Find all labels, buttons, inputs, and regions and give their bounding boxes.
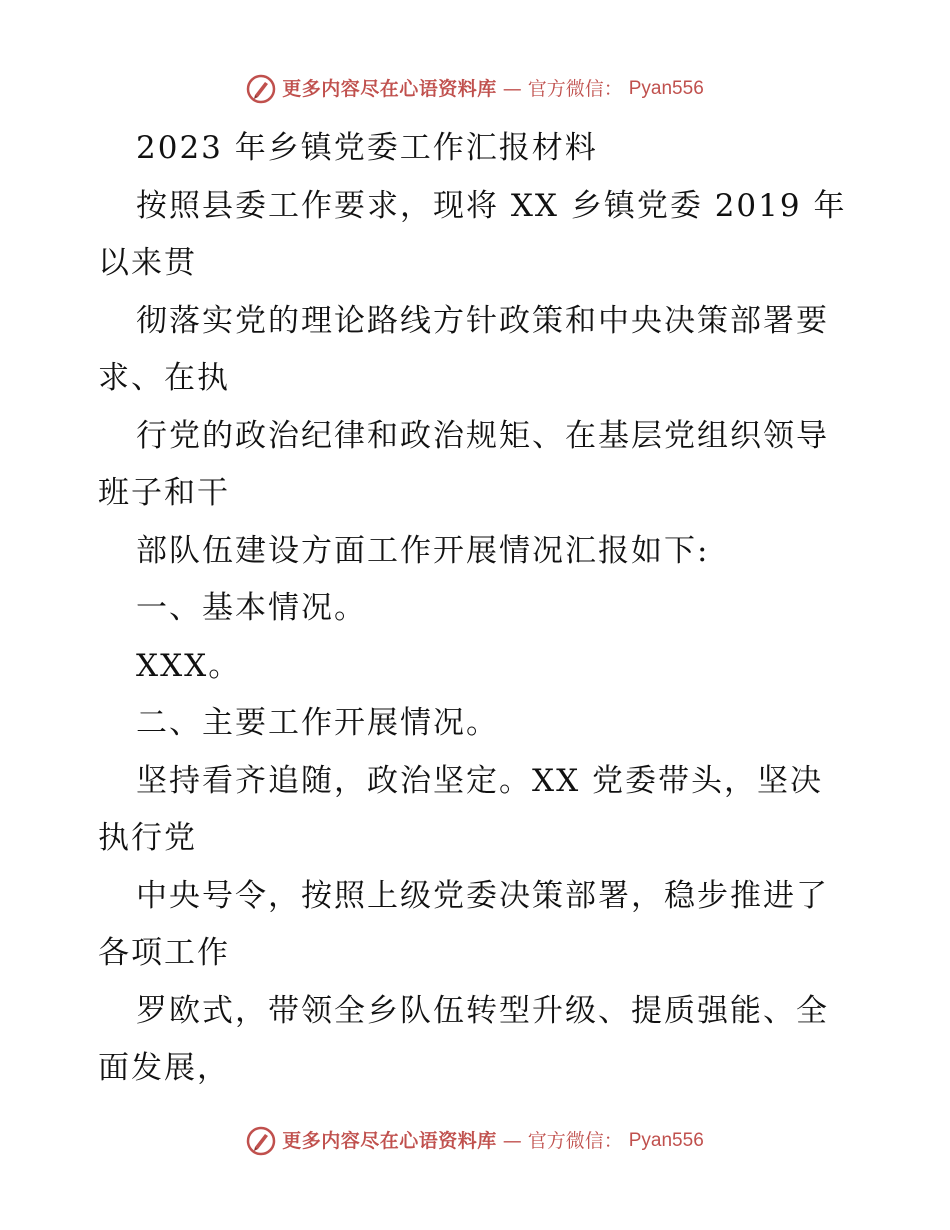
watermark-contact-label: 官方微信：	[527, 78, 623, 100]
document-body	[98, 120, 858, 1098]
text-line: 彻落实党的理论路线方针政策和中央决策部署要	[136, 302, 829, 339]
text-line: 罗欧式，带领全乡队伍转型升级、提质强能、全	[136, 992, 829, 1029]
watermark-contact-id: Pyan556	[628, 1130, 704, 1151]
text-line: 执行党	[98, 820, 197, 856]
watermark-contact-id: Pyan556	[628, 78, 704, 99]
text-line: 行党的政治纪律和政治规矩、在基层党组织领导	[136, 417, 829, 454]
text-line: 二、主要工作开展情况。	[136, 705, 499, 741]
text-line: 部队伍建设方面工作开展情况汇报如下:	[136, 532, 710, 569]
text-line: 以来贯	[98, 245, 197, 281]
pen-logo-icon	[246, 1126, 276, 1156]
watermark-dash: —	[502, 78, 522, 100]
text-line: 坚持看齐追随，政治坚定。XX 党委带头，坚决	[136, 762, 823, 799]
text-line: 各项工作	[98, 935, 230, 971]
text-line: 按照县委工作要求，现将 XX 乡镇党委 2019 年	[136, 187, 847, 224]
text-line: 求、在执	[98, 360, 230, 396]
text-line: XXX。	[136, 647, 242, 684]
watermark-contact-label: 官方微信：	[527, 1130, 623, 1152]
text-line: 2023 年乡镇党委工作汇报材料	[136, 130, 598, 166]
header-watermark	[0, 74, 950, 104]
pen-logo-icon	[246, 74, 276, 104]
watermark-brand: 更多内容尽在心语资料库	[282, 1130, 497, 1152]
text-line: 一、基本情况。	[136, 590, 367, 626]
text-line: 面发展，	[98, 1050, 230, 1086]
text-line: 班子和干	[98, 475, 230, 511]
watermark-dash: —	[502, 1130, 522, 1152]
text-line: 中央号令，按照上级党委决策部署，稳步推进了	[136, 877, 829, 914]
footer-watermark	[0, 1126, 950, 1156]
watermark-brand: 更多内容尽在心语资料库	[282, 78, 497, 100]
